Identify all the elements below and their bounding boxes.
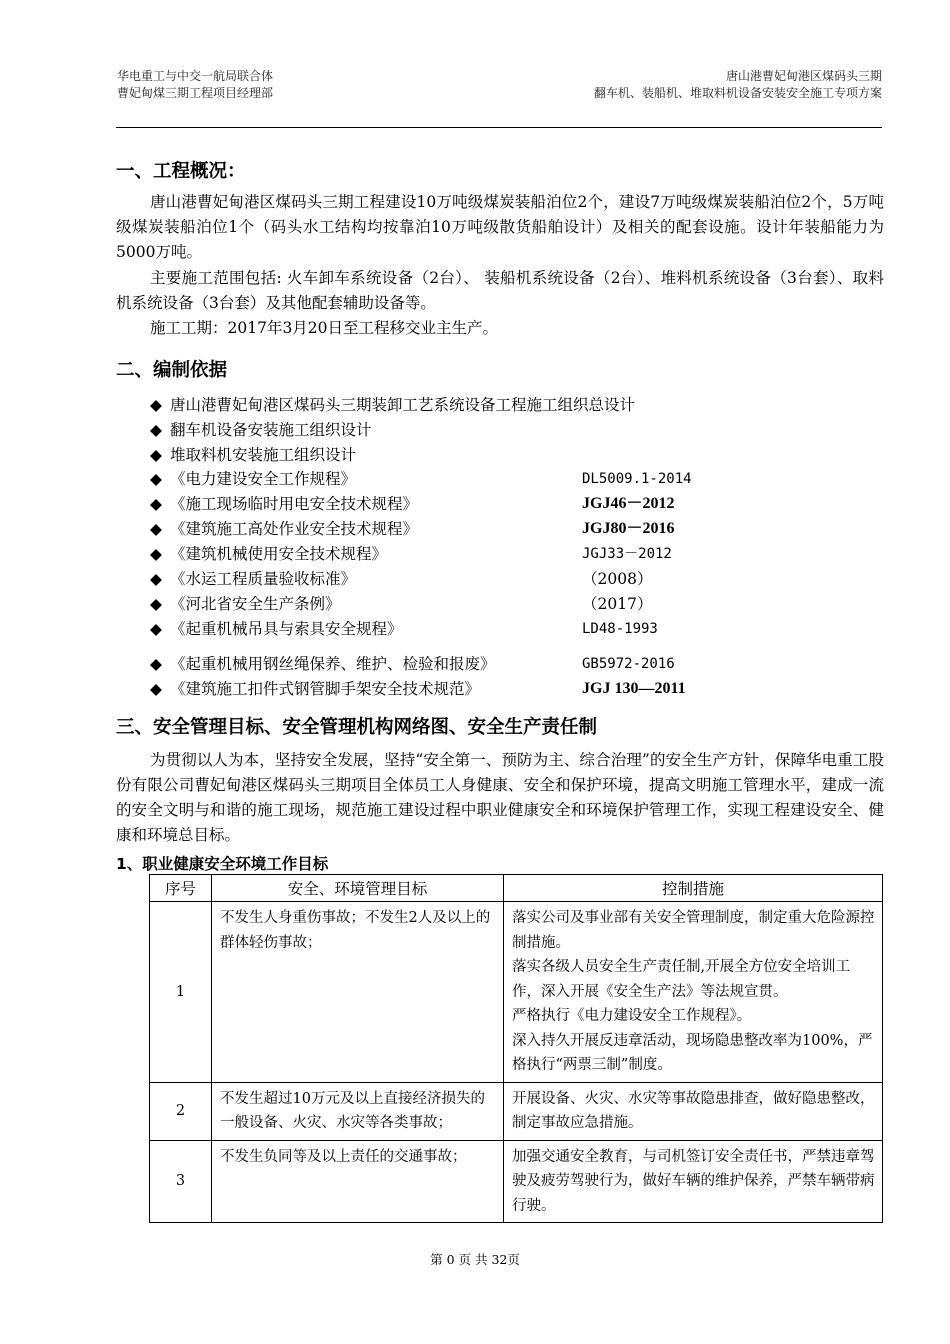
row-goal: 不发生超过10万元及以上直接经济损失的一般设备、火灾、水灾等各类事故； xyxy=(212,1082,504,1140)
reference-item xyxy=(150,677,480,701)
reference-code: JGJ33－2012 xyxy=(582,546,672,562)
reference-title: 《水运工程质量验收标准》 xyxy=(170,570,357,588)
reference-code: （2008） xyxy=(582,570,653,588)
reference-title: 《河北省安全生产条例》 xyxy=(170,595,341,613)
row-goal: 不发生负同等及以上责任的交通事故； xyxy=(212,1140,504,1223)
reference-code: JGJ80－2016 xyxy=(582,520,675,537)
row-number: 3 xyxy=(150,1140,212,1223)
measure-line: 深入持久开展反违章活动，现场隐患整改率为100%，严格执行“两票三制”制度。 xyxy=(512,1032,873,1073)
table-header-row xyxy=(150,875,883,902)
diamond-bullet-icon: ◆ xyxy=(150,595,162,613)
reference-title: 《电力建设安全工作规程》 xyxy=(170,470,357,488)
diamond-bullet-icon: ◆ xyxy=(150,545,162,563)
reference-code: LD48-1993 xyxy=(582,621,658,637)
reference-code: （2017） xyxy=(582,595,653,613)
reference-item xyxy=(150,592,341,616)
header-org-line1: 华电重工与中交一航局联合体 xyxy=(117,69,274,83)
diamond-bullet-icon: ◆ xyxy=(150,520,162,538)
reference-item xyxy=(150,567,356,591)
reference-code: JGJ 130—2011 xyxy=(582,680,686,697)
row-measures xyxy=(504,902,883,1083)
section-1-paragraph-3: 施工工期：2017年3月20日至工程移交业主生产。 xyxy=(150,319,499,337)
diamond-bullet-icon: ◆ xyxy=(150,470,162,488)
reference-item xyxy=(150,517,418,541)
reference-item xyxy=(150,492,418,516)
section-1-paragraph-2: 主要施工范围包括: 火车卸车系统设备（2台）、 装船机系统设备（2台）、堆料机系统设备（3台套）、取料机系统设备（3台套）及其他配套辅助设备等。 xyxy=(116,269,884,312)
table-row xyxy=(150,1082,883,1140)
reference-title: 《起重机械吊具与索具安全规程》 xyxy=(170,620,403,638)
page-footer: 第 0 页 共 32页 xyxy=(430,1252,520,1267)
reference-title: 翻车机设备安装施工组织设计 xyxy=(170,421,372,439)
row-goal: 不发生人身重伤事故；不发生2人及以上的群体轻伤事故； xyxy=(212,902,504,1083)
section-2-heading: 二、编制依据 xyxy=(116,360,228,381)
diamond-bullet-icon: ◆ xyxy=(150,570,162,588)
measure-line: 落实公司及事业部有关安全管理制度，制定重大危险源控制措施。 xyxy=(512,910,875,951)
reference-item xyxy=(150,542,387,566)
reference-title: 《起重机械用钢丝绳保养、维护、检验和报废》 xyxy=(170,655,496,673)
reference-item xyxy=(150,652,496,676)
reference-item xyxy=(150,443,356,467)
header-project-line2: 翻车机、装船机、堆取料机设备安装安全施工专项方案 xyxy=(593,86,882,100)
reference-title: 《建筑施工高处作业安全技术规程》 xyxy=(170,520,419,538)
section-3-subheading: 1、职业健康安全环境工作目标 xyxy=(116,855,329,873)
column-header-measures: 控制措施 xyxy=(504,875,883,902)
diamond-bullet-icon: ◆ xyxy=(150,446,162,464)
reference-code: GB5972-2016 xyxy=(582,656,675,672)
reference-title: 堆取料机安装施工组织设计 xyxy=(170,446,357,464)
table-row xyxy=(150,1140,883,1223)
diamond-bullet-icon: ◆ xyxy=(150,495,162,513)
row-number: 1 xyxy=(150,902,212,1083)
row-measures xyxy=(504,1082,883,1140)
measure-line: 严格执行《电力建设安全工作规程》。 xyxy=(512,1008,752,1024)
reference-item xyxy=(150,418,372,442)
diamond-bullet-icon: ◆ xyxy=(150,655,162,673)
section-1-paragraph-1: 唐山港曹妃甸港区煤码头三期工程建设10万吨级煤炭装船泊位2个，建设7万吨级煤炭装船泊位2个，5万吨级煤炭装船泊位1个（码头水工结构均按靠泊10万吨级散货船舶设计）及相关的配套设施。设计年装船能力为5000万吨。 xyxy=(116,193,884,261)
reference-title: 《施工现场临时用电安全技术规程》 xyxy=(170,495,419,513)
reference-title: 《建筑施工扣件式钢管脚手架安全技术规范》 xyxy=(170,680,481,698)
reference-title: 《建筑机械使用安全技术规程》 xyxy=(170,545,388,563)
header-org-line2: 曹妃甸煤三期工程项目经理部 xyxy=(117,86,274,100)
diamond-bullet-icon: ◆ xyxy=(150,680,162,698)
reference-item xyxy=(150,393,635,417)
column-header-goal: 安全、环境管理目标 xyxy=(212,875,504,902)
section-1-heading: 一、工程概况： xyxy=(116,161,246,182)
safety-goals-table xyxy=(149,874,883,1223)
diamond-bullet-icon: ◆ xyxy=(150,396,162,414)
reference-code: DL5009.1-2014 xyxy=(582,471,692,487)
measure-line: 落实各级人员安全生产责任制,开展全方位安全培训工作，深入开展《安全生产法》等法规宣贯。 xyxy=(512,959,851,1000)
measure-line: 加强交通安全教育，与司机签订安全责任书，严禁违章驾驶及疲劳驾驶行为，做好车辆的维护保养，严禁车辆带病行驶。 xyxy=(512,1148,875,1214)
section-3-paragraph: 为贯彻以人为本，坚持安全发展，坚持“安全第一、预防为主、综合治理”的安全生产方针，保障华电重工股份有限公司曹妃甸港区煤码头三期项目全体员工人身健康、安全和保护环境，提高文明施工管理水平，建成一流的安全文明与和谐的施工现场，规范施工建设过程中职业健康安全和环境保护管理工作，实现工程建设安全、健康和环境总目标。 xyxy=(116,751,884,844)
row-measures xyxy=(504,1140,883,1223)
diamond-bullet-icon: ◆ xyxy=(150,421,162,439)
reference-title: 唐山港曹妃甸港区煤码头三期装卸工艺系统设备工程施工组织总设计 xyxy=(170,396,636,414)
diamond-bullet-icon: ◆ xyxy=(150,620,162,638)
reference-code: JGJ46－2012 xyxy=(582,495,675,512)
row-number: 2 xyxy=(150,1082,212,1140)
page-header-right xyxy=(594,68,882,102)
reference-item xyxy=(150,467,356,491)
section-3-heading: 三、安全管理目标、安全管理机构网络图、安全生产责任制 xyxy=(116,717,598,738)
page-header-left xyxy=(117,68,273,102)
header-divider xyxy=(116,127,882,128)
table-row xyxy=(150,902,883,1083)
header-project-line1: 唐山港曹妃甸港区煤码头三期 xyxy=(725,69,882,83)
column-header-no: 序号 xyxy=(150,875,212,902)
measure-line: 开展设备、火灾、水灾等事故隐患排查，做好隐患整改，制定事故应急措施。 xyxy=(512,1090,875,1131)
reference-item xyxy=(150,617,403,641)
